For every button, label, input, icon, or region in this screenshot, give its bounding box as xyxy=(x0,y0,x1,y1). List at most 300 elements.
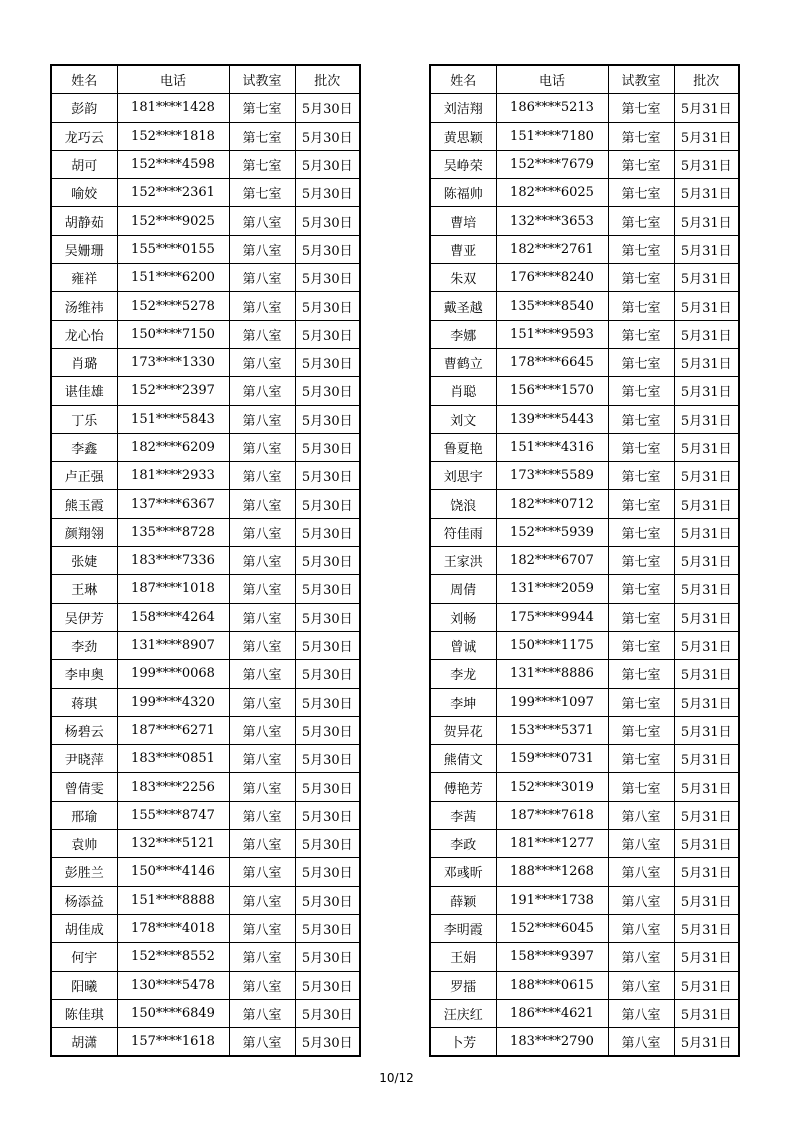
cell-name: 王家洪 xyxy=(430,547,496,575)
cell-phone: 152****4598 xyxy=(117,150,229,178)
cell-room: 第七室 xyxy=(608,433,674,461)
cell-room: 第八室 xyxy=(608,914,674,942)
cell-phone: 131****2059 xyxy=(496,575,608,603)
cell-name: 汪庆红 xyxy=(430,999,496,1027)
cell-room: 第七室 xyxy=(608,348,674,376)
cell-room: 第七室 xyxy=(608,150,674,178)
cell-room: 第八室 xyxy=(229,235,295,263)
cell-room: 第七室 xyxy=(229,122,295,150)
cell-batch: 5月31日 xyxy=(674,292,739,320)
cell-room: 第八室 xyxy=(229,716,295,744)
cell-batch: 5月30日 xyxy=(295,179,360,207)
cell-room: 第八室 xyxy=(229,348,295,376)
cell-batch: 5月31日 xyxy=(674,631,739,659)
cell-room: 第七室 xyxy=(608,575,674,603)
cell-phone: 181****1277 xyxy=(496,830,608,858)
cell-name: 王琳 xyxy=(51,575,117,603)
cell-name: 谌佳雄 xyxy=(51,377,117,405)
cell-batch: 5月30日 xyxy=(295,235,360,263)
cell-room: 第八室 xyxy=(229,518,295,546)
schedule-table-right xyxy=(429,64,740,1057)
table-row xyxy=(51,235,360,263)
cell-batch: 5月31日 xyxy=(674,830,739,858)
cell-batch: 5月31日 xyxy=(674,999,739,1027)
cell-phone: 152****3019 xyxy=(496,773,608,801)
cell-phone: 183****2790 xyxy=(496,1028,608,1057)
cell-name: 刘思宇 xyxy=(430,462,496,490)
cell-phone: 152****8552 xyxy=(117,943,229,971)
cell-phone: 187****1018 xyxy=(117,575,229,603)
cell-room: 第八室 xyxy=(229,207,295,235)
cell-room: 第七室 xyxy=(608,773,674,801)
cell-phone: 178****6645 xyxy=(496,348,608,376)
table-row xyxy=(51,773,360,801)
cell-phone: 182****6707 xyxy=(496,547,608,575)
cell-name: 胡可 xyxy=(51,150,117,178)
cell-batch: 5月30日 xyxy=(295,490,360,518)
cell-phone: 152****1818 xyxy=(117,122,229,150)
table-row xyxy=(51,914,360,942)
cell-room: 第八室 xyxy=(608,886,674,914)
cell-name: 熊玉霞 xyxy=(51,490,117,518)
table-row xyxy=(430,575,739,603)
table-row xyxy=(430,943,739,971)
table-row xyxy=(430,94,739,122)
cell-room: 第七室 xyxy=(608,716,674,744)
cell-phone: 135****8540 xyxy=(496,292,608,320)
cell-phone: 152****6045 xyxy=(496,914,608,942)
cell-room: 第八室 xyxy=(229,433,295,461)
cell-batch: 5月30日 xyxy=(295,999,360,1027)
table-row xyxy=(430,688,739,716)
cell-phone: 183****0851 xyxy=(117,745,229,773)
cell-batch: 5月30日 xyxy=(295,603,360,631)
cell-batch: 5月30日 xyxy=(295,433,360,461)
table-row xyxy=(430,490,739,518)
cell-name: 张婕 xyxy=(51,547,117,575)
cell-batch: 5月31日 xyxy=(674,660,739,688)
cell-phone: 173****1330 xyxy=(117,348,229,376)
table-row xyxy=(430,462,739,490)
cell-name: 吴伊芳 xyxy=(51,603,117,631)
table-row xyxy=(430,235,739,263)
cell-room: 第七室 xyxy=(608,490,674,518)
cell-name: 曾倩雯 xyxy=(51,773,117,801)
table-row xyxy=(51,660,360,688)
cell-phone: 191****1738 xyxy=(496,886,608,914)
cell-phone: 182****2761 xyxy=(496,235,608,263)
cell-room: 第八室 xyxy=(229,801,295,829)
cell-room: 第八室 xyxy=(229,1028,295,1057)
cell-room: 第七室 xyxy=(608,405,674,433)
cell-phone: 158****9397 xyxy=(496,943,608,971)
cell-phone: 188****1268 xyxy=(496,858,608,886)
cell-name: 薛颖 xyxy=(430,886,496,914)
cell-phone: 159****0731 xyxy=(496,745,608,773)
cell-phone: 157****1618 xyxy=(117,1028,229,1057)
cell-batch: 5月30日 xyxy=(295,405,360,433)
cell-batch: 5月30日 xyxy=(295,320,360,348)
cell-batch: 5月31日 xyxy=(674,688,739,716)
table-row xyxy=(51,801,360,829)
schedule-table-left xyxy=(50,64,361,1057)
cell-batch: 5月31日 xyxy=(674,971,739,999)
cell-phone: 151****7180 xyxy=(496,122,608,150)
cell-name: 丁乐 xyxy=(51,405,117,433)
cell-batch: 5月31日 xyxy=(674,377,739,405)
cell-batch: 5月31日 xyxy=(674,264,739,292)
cell-batch: 5月30日 xyxy=(295,631,360,659)
cell-phone: 158****4264 xyxy=(117,603,229,631)
cell-name: 曾诚 xyxy=(430,631,496,659)
cell-room: 第八室 xyxy=(229,943,295,971)
cell-batch: 5月31日 xyxy=(674,858,739,886)
cell-room: 第七室 xyxy=(229,150,295,178)
cell-name: 阳曦 xyxy=(51,971,117,999)
cell-room: 第八室 xyxy=(608,858,674,886)
table-row xyxy=(430,830,739,858)
table-row xyxy=(430,1028,739,1057)
cell-name: 何宇 xyxy=(51,943,117,971)
table-row xyxy=(51,745,360,773)
cell-phone: 151****6200 xyxy=(117,264,229,292)
header-phone: 电话 xyxy=(496,65,608,94)
table-row xyxy=(51,631,360,659)
cell-name: 朱双 xyxy=(430,264,496,292)
cell-name: 卜芳 xyxy=(430,1028,496,1057)
cell-name: 李龙 xyxy=(430,660,496,688)
cell-phone: 175****9944 xyxy=(496,603,608,631)
cell-batch: 5月30日 xyxy=(295,348,360,376)
cell-name: 戴圣越 xyxy=(430,292,496,320)
cell-phone: 150****1175 xyxy=(496,631,608,659)
cell-batch: 5月31日 xyxy=(674,547,739,575)
cell-room: 第七室 xyxy=(229,179,295,207)
table-row xyxy=(430,660,739,688)
cell-batch: 5月31日 xyxy=(674,235,739,263)
cell-name: 尹晓萍 xyxy=(51,745,117,773)
cell-phone: 152****5278 xyxy=(117,292,229,320)
cell-room: 第七室 xyxy=(608,660,674,688)
cell-phone: 151****9593 xyxy=(496,320,608,348)
table-row xyxy=(430,320,739,348)
cell-batch: 5月30日 xyxy=(295,264,360,292)
table-row xyxy=(51,830,360,858)
cell-name: 彭韵 xyxy=(51,94,117,122)
cell-phone: 182****6209 xyxy=(117,433,229,461)
cell-room: 第八室 xyxy=(229,320,295,348)
cell-batch: 5月31日 xyxy=(674,575,739,603)
cell-phone: 131****8886 xyxy=(496,660,608,688)
cell-name: 李劲 xyxy=(51,631,117,659)
cell-phone: 152****2397 xyxy=(117,377,229,405)
cell-batch: 5月31日 xyxy=(674,943,739,971)
header-name: 姓名 xyxy=(51,65,117,94)
header-room: 试教室 xyxy=(608,65,674,94)
cell-batch: 5月31日 xyxy=(674,603,739,631)
cell-room: 第七室 xyxy=(608,462,674,490)
cell-phone: 186****5213 xyxy=(496,94,608,122)
cell-phone: 131****8907 xyxy=(117,631,229,659)
cell-phone: 150****6849 xyxy=(117,999,229,1027)
table-row xyxy=(51,462,360,490)
cell-batch: 5月31日 xyxy=(674,914,739,942)
cell-phone: 156****1570 xyxy=(496,377,608,405)
table-row xyxy=(430,433,739,461)
cell-batch: 5月31日 xyxy=(674,716,739,744)
cell-name: 王娟 xyxy=(430,943,496,971)
cell-room: 第七室 xyxy=(608,122,674,150)
table-row xyxy=(51,490,360,518)
cell-room: 第八室 xyxy=(229,688,295,716)
cell-room: 第七室 xyxy=(608,603,674,631)
cell-name: 李政 xyxy=(430,830,496,858)
cell-batch: 5月31日 xyxy=(674,1028,739,1057)
cell-room: 第八室 xyxy=(229,999,295,1027)
cell-batch: 5月30日 xyxy=(295,886,360,914)
header-room: 试教室 xyxy=(229,65,295,94)
cell-room: 第八室 xyxy=(229,631,295,659)
table-row xyxy=(51,518,360,546)
table-row xyxy=(430,547,739,575)
cell-batch: 5月30日 xyxy=(295,971,360,999)
cell-batch: 5月31日 xyxy=(674,405,739,433)
table-row xyxy=(51,688,360,716)
cell-room: 第八室 xyxy=(229,745,295,773)
cell-name: 吴峥荣 xyxy=(430,150,496,178)
cell-name: 肖璐 xyxy=(51,348,117,376)
cell-phone: 178****4018 xyxy=(117,914,229,942)
cell-batch: 5月30日 xyxy=(295,830,360,858)
cell-room: 第七室 xyxy=(608,547,674,575)
table-row xyxy=(430,603,739,631)
cell-room: 第八室 xyxy=(229,490,295,518)
cell-phone: 150****4146 xyxy=(117,858,229,886)
cell-batch: 5月31日 xyxy=(674,745,739,773)
cell-name: 熊倩文 xyxy=(430,745,496,773)
cell-room: 第八室 xyxy=(229,886,295,914)
table-row xyxy=(51,405,360,433)
cell-room: 第八室 xyxy=(608,801,674,829)
cell-room: 第八室 xyxy=(229,462,295,490)
cell-name: 刘洁翔 xyxy=(430,94,496,122)
table-row xyxy=(51,547,360,575)
cell-phone: 152****9025 xyxy=(117,207,229,235)
table-row xyxy=(430,179,739,207)
cell-room: 第八室 xyxy=(229,547,295,575)
cell-name: 卢正强 xyxy=(51,462,117,490)
table-row xyxy=(430,264,739,292)
table-row xyxy=(51,886,360,914)
cell-phone: 187****6271 xyxy=(117,716,229,744)
table-row xyxy=(51,320,360,348)
cell-name: 曹培 xyxy=(430,207,496,235)
table-row xyxy=(51,575,360,603)
cell-room: 第七室 xyxy=(608,94,674,122)
table-row xyxy=(430,518,739,546)
cell-batch: 5月30日 xyxy=(295,716,360,744)
table-row xyxy=(430,886,739,914)
cell-batch: 5月30日 xyxy=(295,1028,360,1057)
cell-phone: 150****7150 xyxy=(117,320,229,348)
table-row xyxy=(51,716,360,744)
header-name: 姓名 xyxy=(430,65,496,94)
header-batch: 批次 xyxy=(674,65,739,94)
cell-batch: 5月31日 xyxy=(674,179,739,207)
cell-name: 龙心怡 xyxy=(51,320,117,348)
cell-name: 李申奥 xyxy=(51,660,117,688)
cell-batch: 5月30日 xyxy=(295,462,360,490)
cell-batch: 5月30日 xyxy=(295,773,360,801)
cell-name: 陈福帅 xyxy=(430,179,496,207)
cell-batch: 5月30日 xyxy=(295,688,360,716)
cell-name: 吴姗珊 xyxy=(51,235,117,263)
cell-phone: 186****4621 xyxy=(496,999,608,1027)
cell-phone: 181****2933 xyxy=(117,462,229,490)
cell-room: 第八室 xyxy=(229,377,295,405)
cell-phone: 153****5371 xyxy=(496,716,608,744)
table-row xyxy=(430,971,739,999)
table-row xyxy=(51,150,360,178)
table-row xyxy=(430,858,739,886)
cell-name: 杨碧云 xyxy=(51,716,117,744)
cell-phone: 135****8728 xyxy=(117,518,229,546)
table-row xyxy=(430,914,739,942)
cell-phone: 152****5939 xyxy=(496,518,608,546)
cell-name: 曹亚 xyxy=(430,235,496,263)
table-row xyxy=(430,801,739,829)
cell-name: 李明霞 xyxy=(430,914,496,942)
table-row xyxy=(430,122,739,150)
table-row xyxy=(430,999,739,1027)
cell-phone: 173****5589 xyxy=(496,462,608,490)
cell-phone: 139****5443 xyxy=(496,405,608,433)
cell-batch: 5月31日 xyxy=(674,886,739,914)
cell-phone: 151****4316 xyxy=(496,433,608,461)
cell-name: 颜翔翎 xyxy=(51,518,117,546)
cell-name: 符佳雨 xyxy=(430,518,496,546)
cell-batch: 5月30日 xyxy=(295,207,360,235)
cell-name: 鲁夏艳 xyxy=(430,433,496,461)
table-row xyxy=(51,264,360,292)
table-row xyxy=(430,348,739,376)
cell-room: 第八室 xyxy=(608,943,674,971)
table-row xyxy=(430,745,739,773)
cell-batch: 5月30日 xyxy=(295,547,360,575)
header-batch: 批次 xyxy=(295,65,360,94)
cell-name: 彭胜兰 xyxy=(51,858,117,886)
cell-batch: 5月31日 xyxy=(674,518,739,546)
table-header-row xyxy=(51,65,360,94)
table-row xyxy=(51,971,360,999)
cell-phone: 199****4320 xyxy=(117,688,229,716)
cell-batch: 5月31日 xyxy=(674,773,739,801)
table-row xyxy=(51,943,360,971)
cell-batch: 5月31日 xyxy=(674,207,739,235)
cell-batch: 5月31日 xyxy=(674,462,739,490)
cell-room: 第八室 xyxy=(608,830,674,858)
cell-name: 饶浪 xyxy=(430,490,496,518)
cell-room: 第八室 xyxy=(229,660,295,688)
cell-name: 蒋琪 xyxy=(51,688,117,716)
cell-phone: 187****7618 xyxy=(496,801,608,829)
cell-batch: 5月30日 xyxy=(295,575,360,603)
cell-room: 第七室 xyxy=(608,264,674,292)
cell-name: 胡潇 xyxy=(51,1028,117,1057)
table-row xyxy=(430,377,739,405)
cell-phone: 155****8747 xyxy=(117,801,229,829)
cell-name: 贺异花 xyxy=(430,716,496,744)
cell-phone: 176****8240 xyxy=(496,264,608,292)
cell-room: 第七室 xyxy=(608,235,674,263)
cell-batch: 5月30日 xyxy=(295,745,360,773)
cell-batch: 5月30日 xyxy=(295,858,360,886)
cell-batch: 5月31日 xyxy=(674,122,739,150)
cell-phone: 137****6367 xyxy=(117,490,229,518)
cell-batch: 5月30日 xyxy=(295,518,360,546)
cell-room: 第七室 xyxy=(608,631,674,659)
cell-name: 傅艳芳 xyxy=(430,773,496,801)
cell-batch: 5月30日 xyxy=(295,943,360,971)
cell-phone: 188****0615 xyxy=(496,971,608,999)
cell-name: 汤维祎 xyxy=(51,292,117,320)
page-number: 10/12 xyxy=(379,1071,414,1085)
cell-phone: 199****1097 xyxy=(496,688,608,716)
cell-name: 胡佳成 xyxy=(51,914,117,942)
table-row xyxy=(51,179,360,207)
cell-batch: 5月30日 xyxy=(295,660,360,688)
cell-name: 袁帅 xyxy=(51,830,117,858)
table-row xyxy=(430,631,739,659)
cell-name: 李坤 xyxy=(430,688,496,716)
cell-phone: 151****5843 xyxy=(117,405,229,433)
table-row xyxy=(51,292,360,320)
cell-room: 第八室 xyxy=(608,1028,674,1057)
table-row xyxy=(51,207,360,235)
table-row xyxy=(430,292,739,320)
cell-name: 肖聪 xyxy=(430,377,496,405)
cell-room: 第七室 xyxy=(608,518,674,546)
cell-phone: 132****5121 xyxy=(117,830,229,858)
cell-batch: 5月31日 xyxy=(674,94,739,122)
cell-phone: 130****5478 xyxy=(117,971,229,999)
cell-name: 李鑫 xyxy=(51,433,117,461)
cell-batch: 5月30日 xyxy=(295,292,360,320)
cell-batch: 5月31日 xyxy=(674,150,739,178)
cell-room: 第八室 xyxy=(229,405,295,433)
cell-phone: 181****1428 xyxy=(117,94,229,122)
cell-name: 龙巧云 xyxy=(51,122,117,150)
table-row xyxy=(430,405,739,433)
cell-name: 黄思颖 xyxy=(430,122,496,150)
cell-room: 第八室 xyxy=(229,914,295,942)
cell-batch: 5月31日 xyxy=(674,490,739,518)
cell-phone: 182****0712 xyxy=(496,490,608,518)
cell-phone: 183****7336 xyxy=(117,547,229,575)
table-row xyxy=(51,433,360,461)
cell-room: 第八室 xyxy=(608,999,674,1027)
table-row xyxy=(430,716,739,744)
cell-batch: 5月31日 xyxy=(674,801,739,829)
cell-name: 李娜 xyxy=(430,320,496,348)
table-header-row xyxy=(430,65,739,94)
cell-name: 邢瑜 xyxy=(51,801,117,829)
cell-name: 陈佳琪 xyxy=(51,999,117,1027)
cell-room: 第七室 xyxy=(608,207,674,235)
cell-phone: 183****2256 xyxy=(117,773,229,801)
cell-name: 李茜 xyxy=(430,801,496,829)
table-row xyxy=(51,603,360,631)
